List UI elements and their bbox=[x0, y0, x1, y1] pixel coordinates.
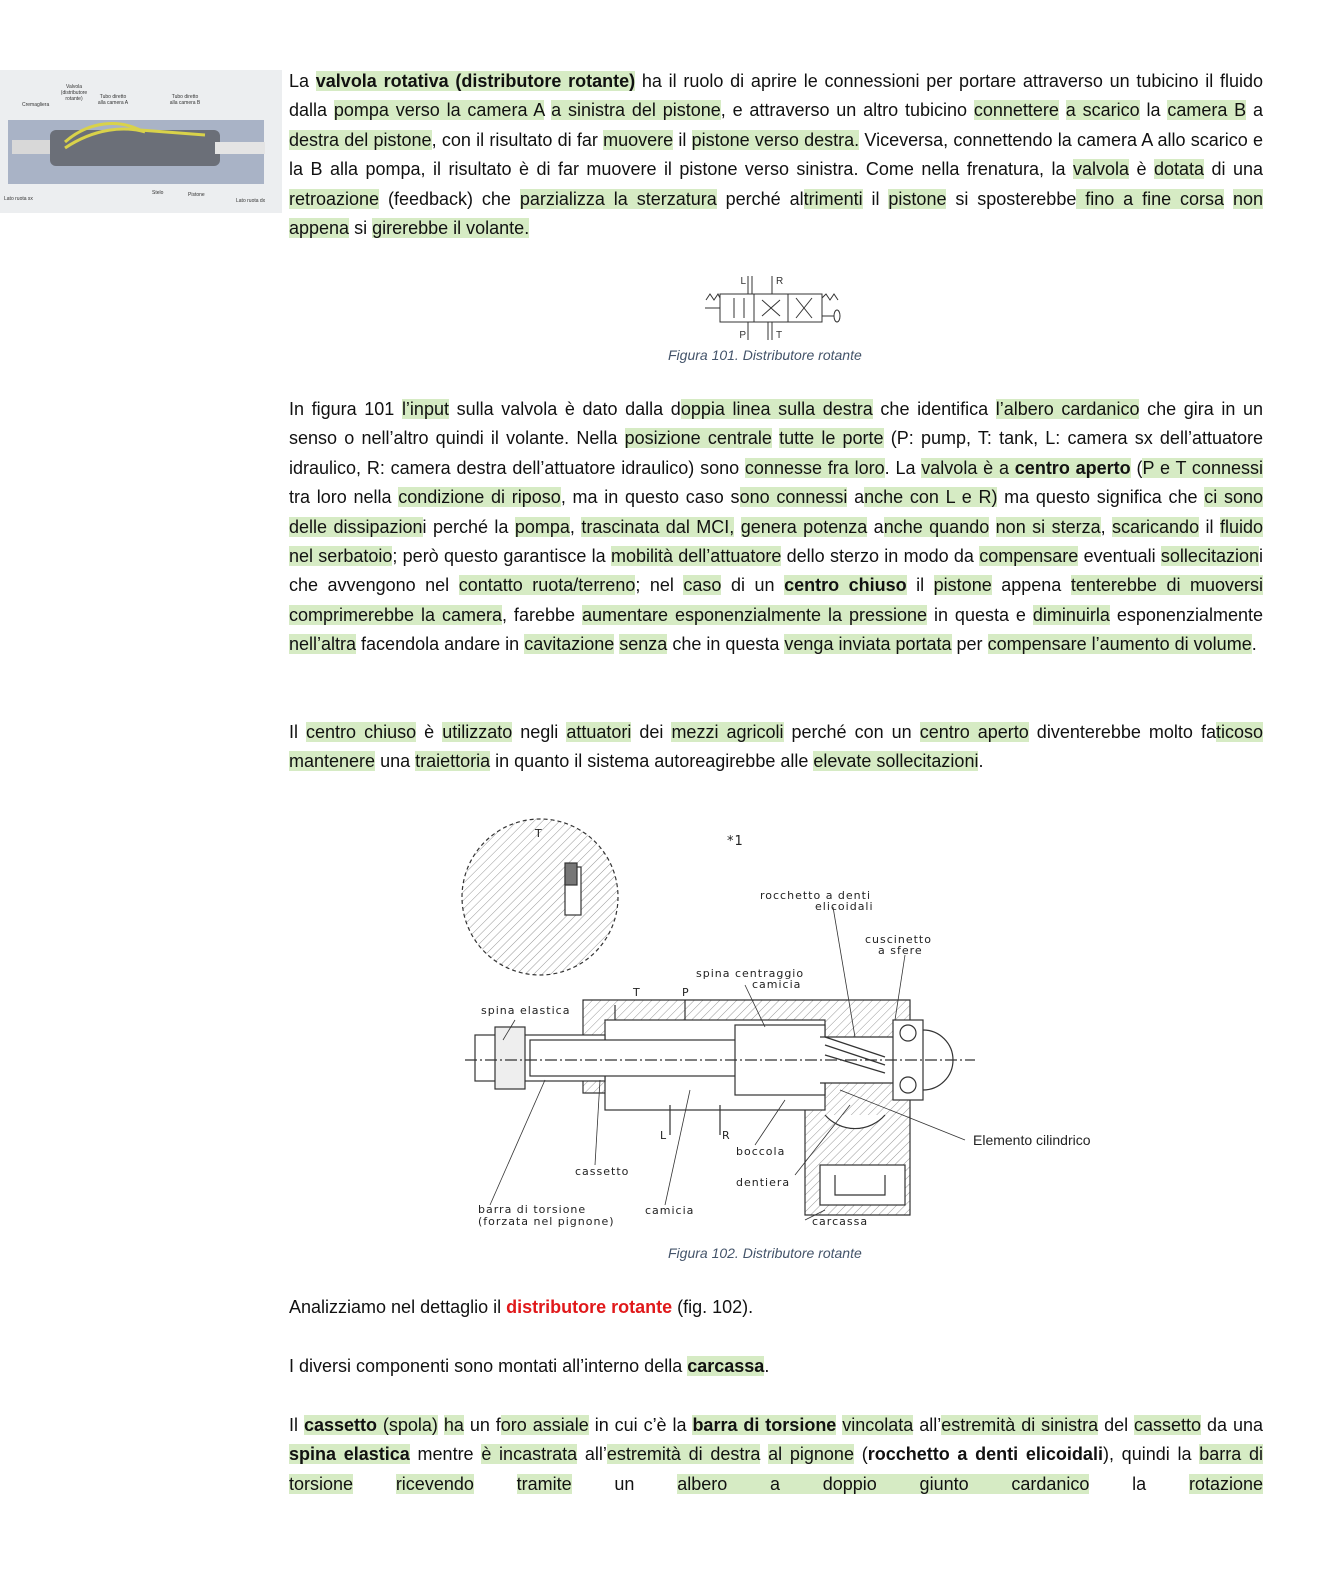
highlighted-text: a sinistra del pistone bbox=[551, 100, 721, 121]
highlighted-text: trimenti bbox=[803, 188, 863, 209]
photo-label: Cremagliera bbox=[22, 102, 50, 108]
highlighted-text: contatto ruota/terreno bbox=[458, 575, 636, 596]
text-segment: di una bbox=[1203, 159, 1263, 180]
photo-label: Lato ruota sx bbox=[4, 196, 33, 202]
photo-label: Tubo diretto alla camera A bbox=[97, 94, 129, 106]
text-segment: , ma in questo caso s bbox=[560, 487, 740, 508]
label-port-R: R bbox=[722, 1129, 731, 1142]
photo-label: Pistone bbox=[188, 192, 205, 198]
label-barra-torsione-2: (forzata nel pignone) bbox=[478, 1215, 615, 1228]
text-segment: si bbox=[349, 218, 373, 239]
highlighted-text: è incastrata bbox=[481, 1444, 578, 1465]
text-segment: di un bbox=[721, 575, 785, 596]
text-segment: , con il risultato di far bbox=[431, 129, 604, 150]
label-cuscinetto: cuscinetto bbox=[865, 933, 932, 946]
text-segment: , bbox=[1100, 516, 1113, 537]
text-segment: (feedback) che bbox=[379, 188, 520, 209]
highlighted-text: ticoso bbox=[1215, 722, 1263, 742]
highlighted-text: spina elastica bbox=[289, 1444, 410, 1465]
highlighted-text: non si sterza bbox=[995, 516, 1101, 537]
text-segment: a bbox=[1246, 100, 1264, 121]
highlighted-text: pompa verso la camera A bbox=[333, 100, 545, 121]
highlighted-text: mantenere bbox=[289, 751, 376, 772]
text-segment: si sposterebbe bbox=[946, 188, 1077, 209]
paragraph-figura-101 bbox=[289, 395, 1263, 660]
text-segment: La bbox=[289, 71, 316, 91]
highlighted-text: genera potenza bbox=[740, 516, 868, 537]
figure-marker: *1 bbox=[727, 834, 744, 849]
text-segment: un f bbox=[463, 1415, 501, 1435]
text-segment: in quanto il sistema autoreagirebbe alle bbox=[490, 751, 814, 772]
highlighted-text: elevate sollecitazioni bbox=[813, 751, 979, 772]
steering-rack-photo bbox=[0, 70, 282, 213]
text-segment: mentre bbox=[409, 1444, 482, 1465]
paragraph-valvola-rotativa bbox=[289, 67, 1263, 243]
highlighted-text: scaricando bbox=[1112, 516, 1200, 537]
text-segment: I diversi componenti sono montati all’interno della bbox=[289, 1356, 688, 1376]
red-keyword: distributore rotante bbox=[506, 1297, 673, 1317]
label-rocchetto-2: elicoidali bbox=[815, 900, 874, 913]
highlighted-text: posizione centrale bbox=[624, 428, 772, 449]
text-segment: appena bbox=[991, 575, 1071, 596]
text-segment: i perché la bbox=[422, 516, 515, 537]
text-segment: una bbox=[375, 751, 416, 772]
photo-label: Valvola (distributore rotante) bbox=[60, 84, 88, 102]
figure-102-caption: Figura 102. Distributore rotante bbox=[668, 1245, 862, 1261]
text-segment: , farebbe bbox=[501, 604, 582, 625]
highlighted-text: oppia linea sulla destra bbox=[680, 399, 873, 419]
text-segment: ; però questo garantisce la bbox=[392, 546, 611, 567]
paragraph-analizziamo bbox=[289, 1293, 1263, 1322]
text-segment bbox=[1059, 100, 1066, 120]
text-segment: (fig. 102). bbox=[672, 1297, 754, 1317]
steering-rack-illustration bbox=[0, 70, 282, 213]
text-segment: in cui c’è la bbox=[588, 1415, 693, 1435]
label-cuscinetto-2: a sfere bbox=[878, 944, 923, 957]
text-segment: ), quindi la bbox=[1102, 1444, 1200, 1465]
highlighted-text: albero a doppio giunto cardanico bbox=[677, 1473, 1090, 1494]
highlighted-text: retroazione bbox=[289, 188, 380, 209]
highlighted-text: al pignone bbox=[768, 1444, 854, 1465]
highlighted-text: traiettoria bbox=[415, 751, 491, 772]
highlighted-text: sollecitazion bbox=[1160, 546, 1259, 567]
text-segment: (P: pump, T: tank, L: camera sx dell’attuatore idraulico, R: camera destra dell’attuatore idraulico) sono bbox=[289, 428, 1263, 478]
highlighted-text: fluido nel serbatoio bbox=[289, 516, 1263, 567]
highlighted-text: barra di torsione bbox=[692, 1415, 837, 1435]
highlighted-text: pistone bbox=[933, 575, 992, 596]
text-segment: ma questo significa che bbox=[997, 487, 1205, 508]
text-segment: il bbox=[673, 129, 692, 150]
text-segment: il bbox=[1199, 516, 1220, 537]
port-label-L: L bbox=[740, 276, 746, 287]
highlighted-text: pompa bbox=[514, 516, 570, 537]
text-segment: Analizziamo nel dettaglio il bbox=[289, 1297, 507, 1317]
label-spina-centraggio-2: camicia bbox=[752, 978, 802, 991]
highlighted-text: compensare bbox=[979, 546, 1079, 567]
text-segment: perché con un bbox=[783, 722, 920, 742]
label-carcassa: carcassa bbox=[812, 1215, 869, 1228]
highlighted-text: camera B bbox=[1167, 100, 1247, 121]
text-segment: negli bbox=[512, 722, 567, 742]
text-segment: ha il ruolo di aprire le connessioni per portare attraverso un tubicino il fluido dalla bbox=[289, 71, 1263, 121]
highlighted-text: P e T connessi bbox=[1142, 457, 1263, 478]
highlighted-text: estremità di sinistra bbox=[941, 1415, 1099, 1435]
text-segment: eventuali bbox=[1078, 546, 1161, 567]
highlighted-text: muovere bbox=[603, 129, 674, 150]
text-segment bbox=[772, 428, 779, 448]
highlighted-text: rotazione bbox=[1188, 1473, 1263, 1494]
highlighted-text: utilizzato bbox=[442, 722, 513, 742]
highlighted-text: ono connessi bbox=[739, 487, 848, 508]
text-segment: in questa e bbox=[927, 604, 1033, 625]
highlighted-text: valvola è a bbox=[921, 457, 1015, 478]
highlighted-text: caso bbox=[683, 575, 722, 596]
highlighted-text: mezzi agricoli bbox=[671, 722, 784, 742]
text-segment: dei bbox=[631, 722, 672, 742]
text-segment: la bbox=[1139, 100, 1168, 121]
photo-label: Tubo diretto alla camera B bbox=[169, 94, 201, 106]
text-segment bbox=[353, 1474, 396, 1494]
highlighted-text: connesse fra loro bbox=[744, 457, 885, 478]
highlighted-text: venga inviata portata bbox=[784, 634, 952, 655]
photo-label: Stelo bbox=[152, 190, 164, 196]
text-segment: che in questa bbox=[667, 634, 785, 655]
highlighted-text: barra di torsione bbox=[289, 1444, 1263, 1494]
highlighted-text: cassetto bbox=[1134, 1415, 1202, 1435]
highlighted-text: vincolata bbox=[842, 1415, 914, 1435]
highlighted-text: ricevendo bbox=[395, 1473, 474, 1494]
text-segment bbox=[989, 517, 995, 537]
text-segment: esponenzialmente bbox=[1109, 604, 1263, 625]
highlighted-text: tutte le porte bbox=[779, 428, 884, 449]
highlighted-text: non appena bbox=[289, 188, 1263, 239]
highlighted-text: senza bbox=[619, 634, 668, 655]
highlighted-text: (spola) bbox=[376, 1415, 438, 1435]
figure-101-caption: Figura 101. Distributore rotante bbox=[668, 347, 862, 363]
label-port-P: P bbox=[682, 986, 690, 999]
highlighted-text: girerebbe il volante. bbox=[372, 218, 530, 239]
text-segment: facendola andare in bbox=[356, 634, 525, 655]
port-label-R: R bbox=[776, 276, 784, 287]
highlighted-text: l’albero cardanico bbox=[995, 399, 1140, 419]
highlighted-text: destra del pistone bbox=[289, 129, 432, 150]
highlighted-text: trascinata dal MCI, bbox=[581, 516, 735, 537]
highlighted-text: ci sono delle dissipazion bbox=[289, 487, 1263, 537]
highlighted-text: cavitazione bbox=[524, 634, 615, 655]
port-label-T: T bbox=[776, 330, 783, 341]
label-elemento-cilindrico: Elemento cilindrico bbox=[973, 1132, 1091, 1148]
bold-text: rocchetto a denti elicoidali bbox=[867, 1444, 1103, 1465]
highlighted-text: aumentare esponenzialmente la pressione bbox=[581, 604, 928, 625]
label-barra-torsione: barra di torsione bbox=[478, 1203, 587, 1216]
highlighted-text: fino a fine corsa bbox=[1076, 188, 1225, 209]
text-segment: un bbox=[571, 1473, 678, 1494]
text-segment: che identifica bbox=[872, 399, 996, 419]
valve-symbol-figure-101 bbox=[700, 272, 850, 347]
text-segment: il bbox=[906, 575, 934, 596]
text-segment: all’ bbox=[577, 1444, 607, 1465]
highlighted-text: valvola bbox=[1072, 159, 1129, 180]
highlighted-text: parzializza la sterzatura bbox=[519, 188, 717, 209]
highlighted-text: a scarico bbox=[1065, 100, 1140, 121]
text-segment: In figura 101 bbox=[289, 399, 402, 419]
text-segment: . bbox=[764, 1356, 770, 1376]
label-cassetto: cassetto bbox=[575, 1165, 630, 1178]
photo-label: Lato ruota dx bbox=[236, 198, 266, 204]
highlighted-text: cassetto bbox=[303, 1415, 377, 1435]
highlighted-text: nche con L e R) bbox=[864, 487, 998, 508]
label-boccola: boccola bbox=[736, 1145, 786, 1158]
label-spina-elastica: spina elastica bbox=[481, 1004, 571, 1017]
text-segment: , bbox=[569, 516, 582, 537]
label-camicia: camicia bbox=[645, 1204, 695, 1217]
highlighted-text: carcassa bbox=[687, 1356, 765, 1376]
highlighted-text: estremità di destra bbox=[606, 1444, 761, 1465]
text-segment: da una bbox=[1201, 1415, 1263, 1435]
highlighted-text: pistone bbox=[888, 188, 947, 209]
text-segment: per bbox=[951, 634, 988, 655]
label-port-L: L bbox=[660, 1129, 668, 1142]
paragraph-centro-chiuso bbox=[289, 718, 1263, 777]
paragraph-componenti bbox=[289, 1352, 1263, 1381]
highlighted-text: oro assiale bbox=[500, 1415, 589, 1435]
highlighted-text: dotata bbox=[1153, 159, 1204, 180]
text-segment: ( bbox=[1130, 457, 1143, 478]
text-segment: a bbox=[867, 516, 884, 537]
highlighted-text: comprimerebbe la camera bbox=[289, 604, 502, 625]
text-segment: diventerebbe molto fa bbox=[1028, 722, 1216, 742]
label-spina-centraggio: spina centraggio bbox=[696, 967, 805, 980]
text-segment: è bbox=[1128, 159, 1154, 180]
text-segment: la bbox=[1089, 1473, 1189, 1494]
text-segment bbox=[1224, 189, 1233, 209]
text-segment: del bbox=[1098, 1415, 1135, 1435]
highlighted-text: centro aperto bbox=[919, 722, 1029, 742]
text-segment: Il bbox=[289, 1415, 304, 1435]
text-segment: a bbox=[847, 487, 865, 508]
highlighted-text: ha bbox=[443, 1415, 464, 1435]
text-segment: sulla valvola è dato dalla d bbox=[448, 399, 681, 419]
port-label-P: P bbox=[739, 330, 746, 341]
paragraph-cassetto bbox=[289, 1411, 1263, 1499]
highlighted-text: tenterebbe di muoversi bbox=[1070, 575, 1263, 596]
highlighted-text: tramite bbox=[516, 1473, 572, 1494]
text-segment: all’ bbox=[913, 1415, 942, 1435]
text-segment: . bbox=[978, 751, 984, 772]
text-segment: dello sterzo in modo da bbox=[781, 546, 980, 567]
highlighted-text: condizione di riposo bbox=[398, 487, 561, 508]
text-segment: , e attraverso un altro tubicino bbox=[720, 100, 974, 121]
text-segment bbox=[760, 1444, 768, 1464]
text-segment: Viceversa, connettendo la camera A allo scarico e la B alla pompa, il risultato è di far muovere il pistone verso sinistra. Come nella frenatura, la bbox=[289, 129, 1264, 180]
highlighted-text: compensare l’aumento di volume bbox=[987, 634, 1252, 655]
highlighted-text: valvola rotativa (distributore rotante) bbox=[315, 71, 636, 91]
text-segment: Il bbox=[289, 722, 307, 742]
label-detail-T: T bbox=[535, 827, 543, 840]
highlighted-text: centro chiuso bbox=[784, 575, 907, 596]
distributor-section-figure-102 bbox=[455, 815, 1125, 1235]
label-port-T: T bbox=[633, 986, 641, 999]
highlighted-text: mobilità dell’attuatore bbox=[610, 546, 782, 567]
text-segment: tra loro nella bbox=[289, 487, 399, 508]
text-segment: i che avvengono nel bbox=[289, 546, 1263, 596]
highlighted-text: pistone verso destra. bbox=[691, 129, 860, 150]
highlighted-text: attuatori bbox=[566, 722, 632, 742]
highlighted-text: diminuirla bbox=[1032, 604, 1110, 625]
text-segment: ( bbox=[853, 1444, 868, 1465]
label-rocchetto: rocchetto a denti bbox=[760, 889, 872, 902]
highlighted-text: centro aperto bbox=[1014, 457, 1131, 478]
text-segment: perché al bbox=[716, 188, 804, 209]
highlighted-text: centro chiuso bbox=[306, 722, 417, 742]
highlighted-text: l’input bbox=[401, 399, 449, 419]
label-dentiera: dentiera bbox=[736, 1176, 791, 1189]
text-segment: ; nel bbox=[635, 575, 684, 596]
text-segment bbox=[734, 517, 740, 537]
text-segment bbox=[438, 1415, 444, 1435]
highlighted-text: connettere bbox=[973, 100, 1059, 121]
text-segment: . bbox=[1251, 634, 1257, 655]
highlighted-text: nche quando bbox=[883, 516, 990, 537]
text-segment: il bbox=[862, 188, 889, 209]
text-segment bbox=[474, 1474, 517, 1494]
text-segment: . La bbox=[884, 457, 922, 478]
text-segment: è bbox=[416, 722, 443, 742]
highlighted-text: nell’altra bbox=[289, 634, 357, 655]
text-segment: che gira in un senso o nell’altro quindi il volante. Nella bbox=[289, 399, 1263, 449]
